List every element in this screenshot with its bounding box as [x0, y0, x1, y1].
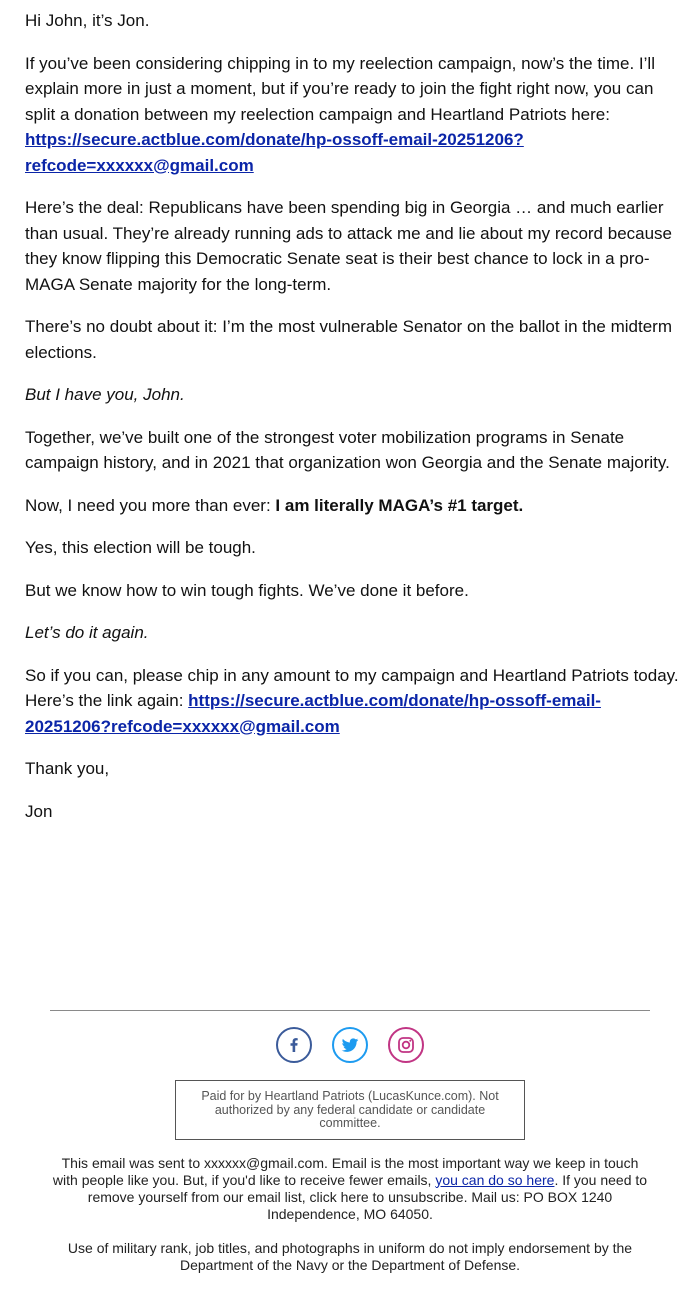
paid-for-disclaimer: Paid for by Heartland Patriots (LucasKunce.com). Not authorized by any federal candidate or candidate committee. — [175, 1080, 525, 1140]
instagram-icon[interactable] — [388, 1027, 424, 1063]
paragraph-tough: Yes, this election will be tough. — [25, 538, 256, 557]
paragraph-vulnerable: There’s no doubt about it: I’m the most vulnerable Senator on the ballot in the midterm elections. — [25, 317, 672, 362]
social-links — [0, 1027, 700, 1063]
paragraph-intro — [25, 51, 680, 179]
recipient-email: xxxxxx@gmail.com — [204, 1154, 325, 1171]
sent-to-mid: . Email is the most important way we keep in touch with people like you. But, if you'd like to receive fewer emails, — [52, 1154, 639, 1188]
chip-in-text: So if you can, please chip in any amount to my campaign and Heartland Patriots today. Here’s the link again: — [25, 665, 679, 710]
sent-to-suffix: . If you need to remove yourself from our email list, click here to unsubscribe. Mail us: PO BOX 1240 Independence, MO 64050. — [87, 1171, 648, 1222]
target-text: I am literally MAGA’s #1 target. — [275, 495, 524, 515]
intro-text: If you’ve been considering chipping in to my reelection campaign, now’s the time. I’ll explain more in just a moment, but if you’re ready to join the fight right now, you can split a donation between my reelection campaign and Heartland Patriots here: — [25, 53, 655, 124]
email-footer — [0, 1010, 700, 1291]
paragraph-deal: Here’s the deal: Republicans have been spending big in Georgia … and much earlier than usual. They’re already running ads to attack me and lie about my record because they know flipping this Democratic Senate seat is their best chance to lock in a pro-MAGA Senate majority for the long-term. — [25, 198, 673, 294]
paragraph-win: But we know how to win tough fights. We’ve done it before. — [25, 580, 469, 600]
paragraph-need-you — [25, 493, 680, 519]
paragraph-again — [25, 620, 680, 646]
closing: Thank you, — [25, 759, 110, 778]
paragraph-chip-in — [25, 663, 680, 740]
email-body — [25, 8, 680, 841]
facebook-icon[interactable] — [276, 1027, 312, 1063]
greeting: Hi John, it’s Jon. — [25, 11, 150, 30]
paragraph-have-you — [25, 382, 680, 408]
signature: Jon — [25, 801, 53, 821]
need-you-text: Now, I need you more than ever: — [25, 495, 276, 515]
military-disclaimer: Use of military rank, job titles, and photographs in uniform do not imply endorsement by the Department of the Navy or the Department of Defense. — [67, 1239, 633, 1273]
donate-link-again[interactable]: https://secure.actblue.com/donate/hp-ossoff-email-20251206?refcode=xxxxxx@gmail.com — [25, 691, 601, 736]
fewer-emails-link[interactable]: you can do so here — [435, 1171, 555, 1188]
legal-text — [50, 1155, 650, 1274]
again-text: Let’s do it again. — [25, 623, 149, 642]
twitter-icon[interactable] — [332, 1027, 368, 1063]
have-you-text: But I have you, John. — [25, 385, 185, 404]
paragraph-together: Together, we’ve built one of the strongest voter mobilization programs in Senate campaign history, and in 2021 that organization won Georgia and the Senate majority. — [25, 427, 670, 472]
sent-to-prefix: This email was sent to — [61, 1154, 204, 1171]
donate-link[interactable]: https://secure.actblue.com/donate/hp-ossoff-email-20251206?refcode=xxxxxx@gmail.com — [25, 130, 524, 175]
footer-divider — [50, 1010, 650, 1011]
unsubscribe-notice — [50, 1155, 650, 1223]
